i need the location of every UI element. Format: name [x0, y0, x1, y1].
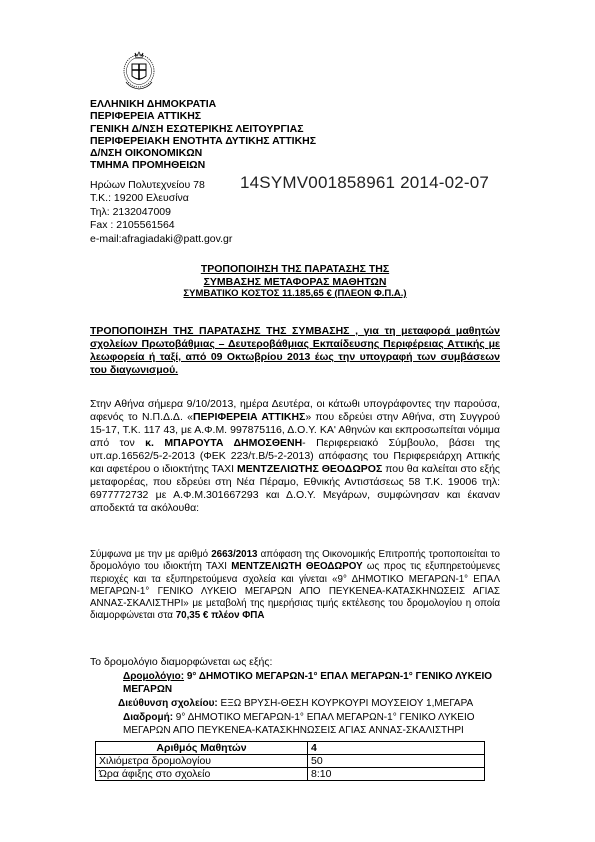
school-address-line: [118, 697, 473, 710]
route-details-table: [95, 741, 485, 781]
school-address-label: Διεύθυνση σχολείου:: [118, 698, 218, 709]
intro-paragraph: [90, 325, 500, 377]
text-span: Στην Αθήνα σήμερα 9/10/2013, ημέρα Δευτέρα, οι κάτωθι υπογράφοντες την παρούσα, αφενός το Ν.Π.Δ.Δ. «: [90, 398, 500, 423]
table-header-value: 4: [308, 742, 485, 755]
carrier-name: ΜΕΝΤΖΕΛΙΩΤΗΣ ΘΕΟΔΩΡΟΣ: [237, 463, 383, 475]
path-line: [123, 711, 523, 737]
region-name: ΠΕΡΙΦΕΡΕΙΑ ΑΤΤΙΚΗΣ: [192, 411, 306, 423]
header-line: ΤΜΗΜΑ ΠΡΟΜΗΘΕΙΩΝ: [90, 159, 206, 172]
text-span: ως προς τις εξυπηρετούμενες περιοχές και τα εξυπηρετούμενα σχολεία και γίνεται «9° ΔΗΜΟΤΙΚΟ ΜΕΓΑΡΩΝ-1° ΕΠΑΛ ΜΕΓΑΡΩΝ-1° ΓΕΝΙΚΟ ΛΥΚΕΙΟ ΜΕΓΑΡΩΝ ΑΠΟ ΠΕΥΚΕΝΕΑ-ΚΑΤΑΣΚΗΝΩΣΕΙΣ ΑΓΙΑΣ ΑΝΝΑΣ-ΣΚΑΛΙΣΤΗΡΙ» με μεταβολή της ημερήσιας τιμής εκτέλεσης του δρομολογίου η οποία διαμορφώνεται στα: [90, 561, 500, 622]
table-row: [96, 742, 485, 755]
text-span: - Περιφερειακό Σύμβουλο, βάσει της υπ.αρ.16562/5-2-2013 (ΦΕΚ 223/τ.Β/5-2-2013) απόφασης του Περιφερειάρχη Αττικής και αφετέρου ο ιδιοκτήτης ΤΑΧΙ: [90, 437, 500, 475]
text-span: » που εδρεύει στην Αθήνα, στη Συγγρού 15-17, Τ.Κ. 117 43, με Α.Φ.Μ. 997875116, Δ.Ο.Υ. ΚΑ' Αθηνών και εκπροσωπείται νόμιμα από τον: [90, 411, 500, 449]
contract-cost: ΣΥΜΒΑΤΙΚΟ ΚΟΣΤΟΣ 11.185,65 € (ΠΛΕΟΝ Φ.Π.Α.): [183, 288, 407, 299]
table-row: [96, 768, 485, 781]
table-header-label: Αριθμός Μαθητών: [96, 742, 308, 755]
title-line: ΤΡΟΠΟΠΟΙΗΣΗ ΤΗΣ ΠΑΡΑΤΑΣΗΣ ΤΗΣ: [200, 263, 390, 275]
decision-paragraph: [90, 549, 500, 623]
table-cell-label: Ώρα άφιξης στο σχολείο: [96, 768, 308, 781]
email: e-mail:afragiadaki@patt.gov.gr: [90, 232, 233, 245]
intro-rest: , για τη μεταφορά μαθητών σχολείων Πρωτοβάθμιας – Δευτεροβάθμιας Εκπαίδευσης Περιφέρειας Αττικής με λεωφορεία ή ταξί, από 09 Οκτωβρίου 2013 έως την υπογραφή των συμβάσεων του διαγωνισμού.: [90, 325, 500, 376]
daily-price: 70,35 € πλέον ΦΠΑ: [175, 610, 265, 622]
path-value: 9° ΔΗΜΟΤΙΚΟ ΜΕΓΑΡΩΝ-1° ΕΠΑΛ ΜΕΓΑΡΩΝ-1° ΓΕΝΙΚΟ ΛΥΚΕΙΟ ΜΕΓΑΡΩΝ ΑΠΟ ΠΕΥΚΕΝΕΑ-ΚΑΤΑΣΚΗΝΩΣΕΙΣ ΑΓΙΑΣ ΑΝΝΑΣ-ΣΚΑΛΙΣΤΗΡΙ: [123, 712, 475, 736]
intro-bold: ΤΡΟΠΟΠΟΙΗΣΗ ΤΗΣ ΠΑΡΑΤΑΣΗΣ ΤΗΣ ΣΥΜΒΑΣΗΣ: [90, 325, 350, 337]
ada-number: 14SYMV001858961 2014-02-07: [240, 173, 490, 192]
header-line: ΓΕΝΙΚΗ Δ/ΝΣΗ ΕΣΩΤΕΡΙΚΗΣ ΛΕΙΤΟΥΡΓΙΑΣ: [90, 122, 304, 135]
contact-block: [90, 179, 232, 246]
path-label: Διαδρομή:: [123, 712, 174, 723]
route-label: Δρομολόγιο:: [123, 671, 185, 682]
text-span: Σύμφωνα με την με αριθμό: [90, 549, 212, 560]
header-line: Δ/ΝΣΗ ΟΙΚΟΝΟΜΙΚΩΝ: [90, 147, 203, 160]
header-line: ΕΛΛΗΝΙΚΗ ΔΗΜΟΚΡΑΤΙΑ: [90, 98, 217, 110]
route-value: 9° ΔΗΜΟΤΙΚΟ ΜΕΓΑΡΩΝ-1° ΕΠΑΛ ΜΕΓΑΡΩΝ-1° ΓΕΝΙΚΟ ΛΥΚΕΙΟ ΜΕΓΑΡΩΝ: [123, 671, 493, 695]
address: Ηρώων Πολυτεχνείου 78: [90, 179, 205, 191]
title-line: ΣΥΜΒΑΣΗΣ ΜΕΤΑΦΟΡΑΣ ΜΑΘΗΤΩΝ: [203, 275, 387, 288]
header-line: ΠΕΡΙΦΕΡΕΙΑ ΑΤΤΙΚΗΣ: [90, 110, 202, 123]
text-span: απόφαση της Οικονομικής Επιτροπής τροποποιείται το δρομολόγιο του ιδιοκτήτη ΤΑΧΙ: [90, 549, 500, 573]
school-address-value: ΕΞΩ ΒΡΥΣΗ-ΘΕΣΗ ΚΟΥΡΚΟΥΡΙ ΜΟΥΣΕΙΟΥ 1,ΜΕΓΑΡΑ: [217, 698, 474, 709]
representative-name: κ. ΜΠΑΡΟΥΤΑ ΔΗΜΟΣΘΕΝΗ: [145, 437, 303, 449]
greek-coat-of-arms-icon: [120, 48, 158, 92]
table-row: [96, 755, 485, 768]
fax: Fax : 2105561564: [90, 219, 175, 232]
table-cell-value: 50: [308, 755, 485, 768]
header-line: ΠΕΡΙΦΕΡΕΙΑΚΗ ΕΝΟΤΗΤΑ ΔΥΤΙΚΗΣ ΑΤΤΙΚΗΣ: [90, 134, 317, 147]
issuer-header: [90, 98, 316, 172]
table-cell-value: 8:10: [308, 768, 485, 781]
route-intro: Το δρομολόγιο διαμορφώνεται ως εξής:: [90, 656, 273, 668]
text-span: που θα καλείται στο εξής μεταφορέας, που εδρεύει στη Νέα Πέραμο, Εθνικής Αντιστάσεως 58 Τ.Κ. 19006 τηλ: 6977772732 με Α.Φ.Μ.301667293 και Δ.Ο.Υ. Μεγάρων, συμφώνησαν και έκαναν αποδεκτά τα ακόλουθα:: [90, 463, 500, 514]
carrier-name: ΜΕΝΤΖΕΛΙΩΤΗ ΘΕΟΔΩΡΟΥ: [231, 561, 363, 573]
document-title: [90, 263, 500, 301]
route-line: [123, 670, 523, 696]
decision-number: 2663/2013: [211, 549, 258, 560]
phone: Τηλ: 2132047009: [90, 205, 171, 218]
table-cell-label: Χιλιόμετρα δρομολογίου: [96, 755, 308, 768]
postal-code: Τ.Κ.: 19200 Ελευσίνα: [90, 192, 189, 205]
agreement-paragraph: [90, 398, 500, 515]
